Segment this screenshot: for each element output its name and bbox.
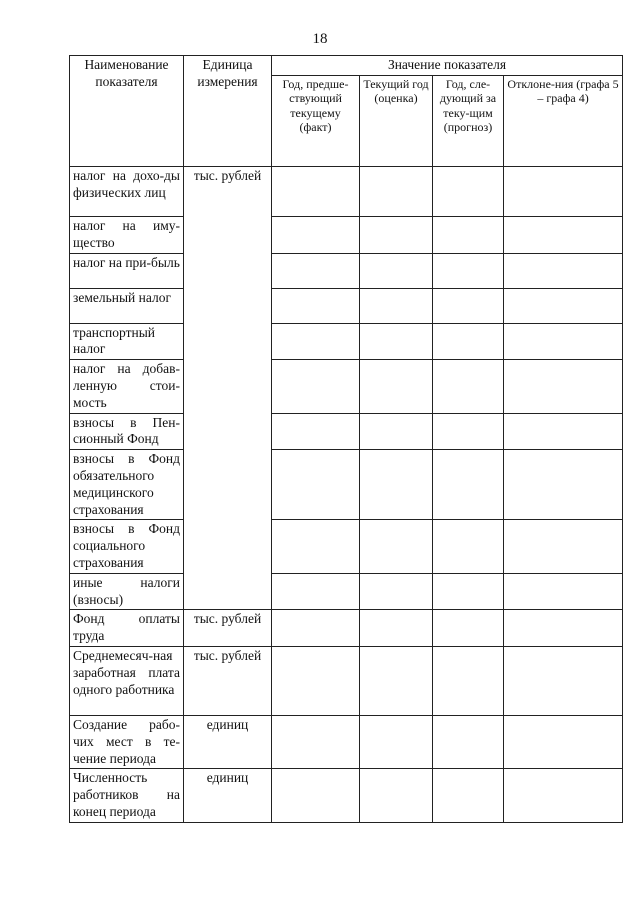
row-name: налог на добав-ленную стои-мость: [70, 360, 184, 413]
table-row: [70, 520, 623, 573]
cell-deviation: [504, 288, 623, 323]
row-name: Численность работников на конец периода: [70, 769, 184, 822]
row-name: налог на при-быль: [70, 253, 184, 288]
cell-current-year: [360, 646, 433, 715]
cell-current-year: [360, 450, 433, 520]
row-name: налог на иму-щество: [70, 217, 184, 254]
header-row-top: [70, 56, 623, 76]
cell-current-year: [360, 769, 433, 822]
cell-next-year: [433, 610, 504, 647]
table-row: [70, 413, 623, 450]
cell-current-year: [360, 610, 433, 647]
cell-deviation: [504, 715, 623, 768]
cell-next-year: [433, 167, 504, 217]
row-name: взносы в Фонд обязательного медицинского страхования: [70, 450, 184, 520]
header-prev-year: Год, предше-ствующий текущему (факт): [272, 75, 360, 166]
table-row: [70, 323, 623, 360]
table-row: [70, 715, 623, 768]
header-next-year: Год, сле-дующий за теку-щим (прогноз): [433, 75, 504, 166]
table-row: [70, 167, 623, 217]
table-row: [70, 360, 623, 413]
row-name: Фонд оплаты труда: [70, 610, 184, 647]
header-unit: Единица измерения: [184, 56, 272, 167]
cell-deviation: [504, 573, 623, 610]
cell-prev-year: [272, 323, 360, 360]
cell-next-year: [433, 520, 504, 573]
cell-current-year: [360, 715, 433, 768]
cell-next-year: [433, 217, 504, 254]
cell-next-year: [433, 646, 504, 715]
header-name: Наименование показателя: [70, 56, 184, 167]
row-name: Создание рабо-чих мест в те-чение периода: [70, 715, 184, 768]
table-row: [70, 253, 623, 288]
header-deviation: Отклоне-ния (графа 5 – графа 4): [504, 75, 623, 166]
cell-prev-year: [272, 573, 360, 610]
unit-cell: тыс. рублей: [184, 610, 272, 647]
cell-prev-year: [272, 450, 360, 520]
row-name: иные налоги (взносы): [70, 573, 184, 610]
cell-next-year: [433, 573, 504, 610]
cell-prev-year: [272, 217, 360, 254]
cell-deviation: [504, 520, 623, 573]
cell-prev-year: [272, 413, 360, 450]
cell-next-year: [433, 413, 504, 450]
cell-current-year: [360, 323, 433, 360]
table-row: [70, 769, 623, 822]
header-current-year: Текущий год (оценка): [360, 75, 433, 166]
cell-current-year: [360, 217, 433, 254]
cell-deviation: [504, 450, 623, 520]
cell-prev-year: [272, 360, 360, 413]
cell-prev-year: [272, 167, 360, 217]
cell-prev-year: [272, 610, 360, 647]
table-row: [70, 450, 623, 520]
page-number: 18: [312, 31, 328, 47]
cell-current-year: [360, 288, 433, 323]
row-name: земельный налог: [70, 288, 184, 323]
cell-deviation: [504, 769, 623, 822]
cell-prev-year: [272, 715, 360, 768]
cell-next-year: [433, 253, 504, 288]
cell-deviation: [504, 360, 623, 413]
cell-current-year: [360, 520, 433, 573]
cell-deviation: [504, 646, 623, 715]
unit-cell: единиц: [184, 715, 272, 768]
cell-prev-year: [272, 520, 360, 573]
table-row: [70, 288, 623, 323]
table-row: [70, 646, 623, 715]
table-row: [70, 217, 623, 254]
cell-next-year: [433, 288, 504, 323]
cell-next-year: [433, 769, 504, 822]
cell-next-year: [433, 360, 504, 413]
cell-next-year: [433, 715, 504, 768]
cell-prev-year: [272, 288, 360, 323]
unit-cell: тыс. рублей: [184, 646, 272, 715]
unit-cell: единиц: [184, 769, 272, 822]
table-row: [70, 610, 623, 647]
row-name: налог на дохо-ды физических лиц: [70, 167, 184, 217]
cell-current-year: [360, 167, 433, 217]
cell-prev-year: [272, 253, 360, 288]
cell-deviation: [504, 610, 623, 647]
cell-deviation: [504, 253, 623, 288]
cell-prev-year: [272, 646, 360, 715]
cell-current-year: [360, 360, 433, 413]
row-name: взносы в Фонд социального страхования: [70, 520, 184, 573]
cell-current-year: [360, 413, 433, 450]
table-row: [70, 573, 623, 610]
row-name: Среднемесяч-ная заработная плата одного работника: [70, 646, 184, 715]
header-value-group: Значение показателя: [272, 56, 623, 76]
cell-next-year: [433, 323, 504, 360]
row-name: взносы в Пен-сионный Фонд: [70, 413, 184, 450]
cell-current-year: [360, 573, 433, 610]
unit-cell: тыс. рублей: [184, 167, 272, 610]
cell-prev-year: [272, 769, 360, 822]
cell-deviation: [504, 323, 623, 360]
cell-current-year: [360, 253, 433, 288]
cell-deviation: [504, 167, 623, 217]
cell-next-year: [433, 450, 504, 520]
cell-deviation: [504, 413, 623, 450]
cell-deviation: [504, 217, 623, 254]
indicator-table: [69, 55, 623, 823]
row-name: транспортный налог: [70, 323, 184, 360]
